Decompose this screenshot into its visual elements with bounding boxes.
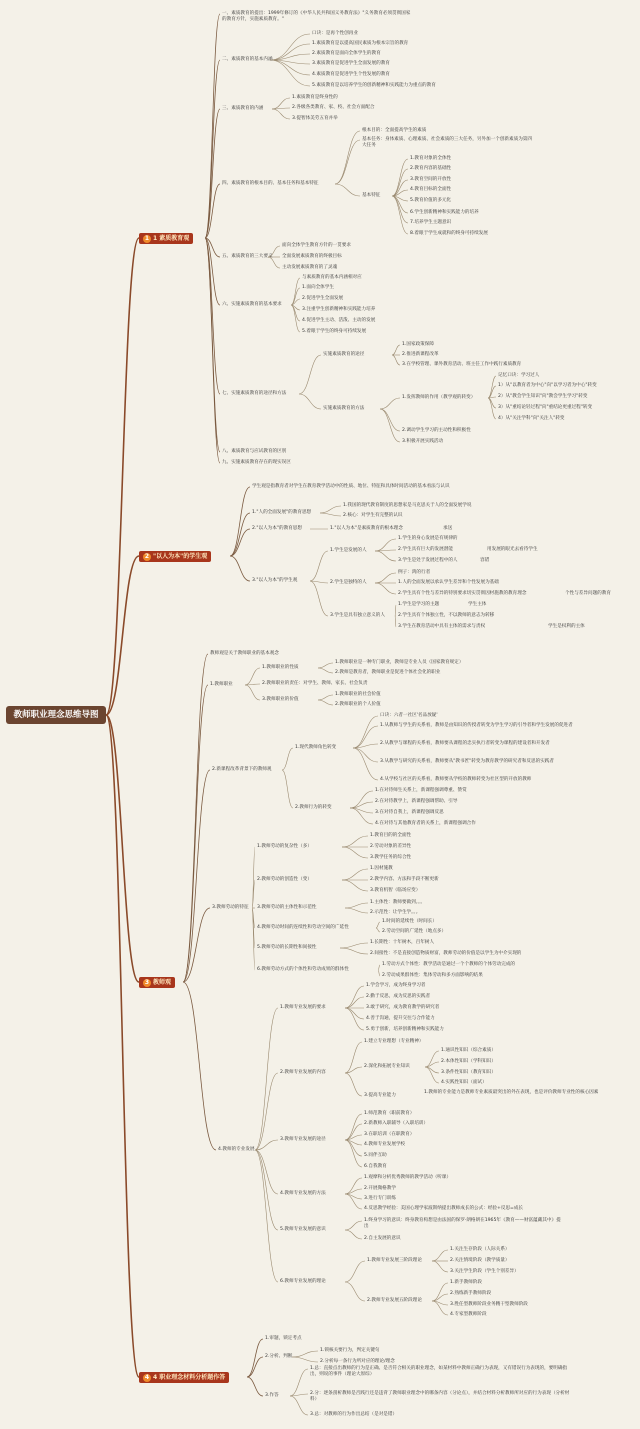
number-badge-icon: 4 bbox=[144, 1373, 150, 1381]
connector-line bbox=[353, 748, 378, 780]
connector-line bbox=[345, 1282, 365, 1301]
connector-line bbox=[335, 131, 360, 184]
map-node-b1-s7-b3[interactable]: 3.积极开展实践活动 bbox=[402, 439, 444, 444]
connector-line bbox=[392, 345, 400, 355]
branch-4-node[interactable] bbox=[139, 1372, 229, 1383]
connector-line bbox=[272, 109, 290, 119]
connector-line bbox=[245, 685, 260, 700]
map-node-b3-s4-c-items-1[interactable]: 2.新教师入职辅导（入职培训） bbox=[364, 1121, 429, 1126]
map-node-b3-s2-a-items-1[interactable]: 1.从教师与学生的关系看，教师是由知识的传授者转变为学生学习的引导者和学生发展的促进者 bbox=[380, 723, 573, 728]
map-node-b3-s2-b[interactable]: 2.教师行为的转变 bbox=[295, 805, 332, 810]
connector-line bbox=[376, 922, 380, 928]
map-node-b3-s2-a-items-2[interactable]: 2.从教学与课程的关系看，教师要从课程的忠实执行者转变为课程的建设者和开发者 bbox=[380, 741, 550, 746]
map-node-b3-s4-c-items-3[interactable]: 4.教师专业发展学校 bbox=[364, 1142, 406, 1147]
map-node-b1-s9[interactable]: 九、实施素质教育存在的现实误区 bbox=[222, 460, 291, 465]
map-node-b2-s3-2-items-1[interactable]: 1.人的全面发展以承认学生差异和个性发展为基础 bbox=[398, 580, 499, 585]
map-node-b2-s1-items-1[interactable]: 2.核心：对学生有完整的认识 bbox=[343, 513, 403, 518]
connector-line bbox=[255, 1150, 278, 1194]
connector-line bbox=[318, 695, 333, 700]
map-node-b3-s4-d-items-2[interactable]: 3.进行专门训练 bbox=[364, 1196, 396, 1201]
map-node-b3-s3-b-items-2[interactable]: 3.教育机智（临场应变） bbox=[370, 888, 421, 893]
connector-line bbox=[345, 1221, 362, 1230]
connector-line bbox=[380, 409, 400, 442]
map-node-b3-s4-f2-items-3[interactable]: 4.专家型教师阶段 bbox=[450, 1312, 487, 1317]
map-node-b1-s6-items-4[interactable]: 4.促进学生主动、活泼、主动的发展 bbox=[302, 318, 376, 323]
map-node-b3-s3-a-items-0[interactable]: 1.教育目的的全面性 bbox=[370, 833, 412, 838]
map-node-b3-s4-c-items-4[interactable]: 5.同伴互助 bbox=[364, 1153, 387, 1158]
connector-line bbox=[342, 880, 368, 891]
connector-line bbox=[342, 836, 368, 847]
map-node-b4-s3-items-0[interactable]: 1.总：直接点出教师的行为是正确、是否符合相关的职业理念，如某材料中教师正确行为表现，又有错误行为表现的，要明确指出，则说的事件（理论大原综） bbox=[310, 1366, 568, 1377]
connector-line bbox=[335, 184, 360, 196]
map-node-b3-s2-a-items-3[interactable]: 3.从教学与研究的关系看，教师要从"教书匠"转变为教育教学的研究者和反思的实践者 bbox=[380, 759, 554, 764]
map-node-b1-s3[interactable]: 三、素质教育的内涵 bbox=[222, 106, 264, 111]
map-node-b1-s4-c[interactable]: 基本特征 bbox=[362, 193, 381, 198]
map-node-b3-s4-b[interactable]: 2.教师专业发展的内容 bbox=[280, 1070, 326, 1075]
map-node-b3-s3-b-items-1[interactable]: 2.教学内容、方法和手段不断更新 bbox=[370, 877, 439, 882]
map-node-b3-s4-a-items-4[interactable]: 5.勇于创新，培养创新精神和实践能力 bbox=[366, 1027, 444, 1032]
branch-1-node[interactable] bbox=[139, 233, 193, 244]
connector-line bbox=[205, 14, 220, 238]
connector-line bbox=[375, 583, 396, 594]
connector-line bbox=[270, 44, 310, 60]
map-node-b3-s4-c[interactable]: 3.教师专业发展的途径 bbox=[280, 1137, 326, 1142]
map-node-b3-s1-a-items-1[interactable]: 2.教师是教育者，教师职业是促进个体社会化的职业 bbox=[335, 670, 441, 675]
map-node-b3-s4-e-items-0[interactable]: 1.终身学习的意识：终身教育构想是由法国的保罗·朗格朗在1965年《教育——财富蕴藏其中》提出 bbox=[364, 1218, 561, 1229]
map-node-b2-s3-3-items-0[interactable]: 1.学生是学习的主题 bbox=[398, 602, 440, 607]
map-node-b3-s1-c-items-0[interactable]: 1.教师职业的社会价值 bbox=[335, 692, 381, 697]
map-node-b2-s3-2[interactable]: 2.学生是独特的人 bbox=[330, 580, 367, 585]
map-node-b3-s4-a-items-2[interactable]: 3.敢于研究，成为教育教学的研究者 bbox=[366, 1005, 440, 1010]
map-node-b1-s6-items-3[interactable]: 3.注重学生创新精神和实践能力培养 bbox=[302, 307, 376, 312]
map-node-b2-s3-3-notes-1[interactable]: 学生是权利的主体 bbox=[548, 624, 585, 629]
map-node-b1-s7[interactable]: 七、实施素质教育的途径和方法 bbox=[222, 391, 287, 396]
map-node-b1-s6-items-5[interactable]: 5.着眼于学生的终身可持续发展 bbox=[302, 329, 367, 334]
map-node-b1-s4-c-items-4[interactable]: 5.教育价值的多元化 bbox=[410, 198, 452, 203]
map-node-b3-s2[interactable]: 2.新课程改革背景下的教师观 bbox=[212, 767, 272, 772]
map-node-b1-s7-a-items-1[interactable]: 2.推进新课程改革 bbox=[402, 352, 439, 357]
connector-line bbox=[345, 1230, 362, 1239]
map-node-b1-s7-b1-items-1[interactable]: 1）从"以教育者为中心"向"以学习者为中心"转变 bbox=[498, 383, 597, 388]
map-node-b4-s3-items-1[interactable]: 2.分：逐条剖析教师是否践行还是违背了教师职业理念中的哪条内容（分论点），并结合材料分析教师所对应的行为表现（分析材料） bbox=[310, 1391, 570, 1402]
map-node-b1-s4-b[interactable]: 基本任务：身体素质、心理素质、社会素质的三大任务，另外加一个创新素质为第四大任务 bbox=[362, 137, 532, 148]
map-node-b1-s4-c-items-7[interactable]: 8.着眼于学生成就和的终身可持续发展 bbox=[410, 231, 488, 236]
map-node-b1-s4-c-items-6[interactable]: 7.培养学生主题意识 bbox=[410, 220, 452, 225]
map-node-b4-s2-items-0[interactable]: 1.锁核关要行为，判定关键句 bbox=[320, 1348, 380, 1353]
map-node-b3-s3-e-items-0[interactable]: 1.长期性：十年树木，百年树人 bbox=[370, 940, 435, 945]
map-node-b3-s3-e[interactable]: 5.教师劳动的长期性和间接性 bbox=[257, 945, 317, 950]
map-node-b1-s3-items-2[interactable]: 3.提智体美劳五育并举 bbox=[292, 116, 338, 121]
connector-line bbox=[245, 668, 260, 685]
map-node-b3-s2-b-items-1[interactable]: 2.在对待教学上，新课程强调帮助、引导 bbox=[375, 799, 458, 804]
map-node-b3-s4-a-items-1[interactable]: 2.勤于反思，成为反思的实践者 bbox=[366, 994, 431, 999]
connector-line bbox=[392, 169, 408, 196]
map-node-b1-s7-b[interactable]: 实施素质教育的方法 bbox=[323, 406, 365, 411]
map-node-b1-s4[interactable]: 四、素质教育的根本目的、基本任务和基本特征 bbox=[222, 181, 319, 186]
connector-line bbox=[291, 278, 300, 305]
connector-line bbox=[345, 1042, 362, 1073]
map-node-b2-s3-1-notes-0[interactable]: 用发展的眼光去看待学生 bbox=[487, 547, 538, 552]
connector-line bbox=[299, 355, 321, 394]
map-node-b3-s3-a-items-2[interactable]: 3.教学任务的综合性 bbox=[370, 855, 412, 860]
map-node-b3-s3-d[interactable]: 4.教师劳动时间的连续性和劳动空间的广延性 bbox=[257, 925, 349, 930]
branch-2-node[interactable] bbox=[139, 551, 211, 562]
map-node-b2-s3-2-note[interactable]: 个性与差异问题的教育 bbox=[565, 591, 611, 596]
connector-line bbox=[392, 196, 408, 234]
map-node-b3-s4-b2-items-1[interactable]: 2.本体性知识（学科知识） bbox=[441, 1059, 496, 1064]
connector-line bbox=[375, 551, 396, 561]
map-node-b1-s7-a-items-0[interactable]: 1.国家政策保障 bbox=[402, 342, 434, 347]
map-node-b1-s5[interactable]: 五、素质教育的三大要义 bbox=[222, 254, 273, 259]
map-node-b4-s3-items-2[interactable]: 3.总：对教师的行为作出总结（是对是错） bbox=[310, 1412, 398, 1417]
map-node-b2-s1-items-0[interactable]: 1.我国的现代教育制度的思想家是马克思关于人的全面发展学说 bbox=[343, 503, 472, 508]
connector-line bbox=[291, 305, 300, 332]
connector-line bbox=[320, 506, 341, 513]
map-node-b3-s4-f1-items-2[interactable]: 3.关注学生阶段（学生个别差异） bbox=[450, 1269, 519, 1274]
map-node-b4-s3[interactable]: 3.作答 bbox=[265, 1393, 279, 1398]
map-node-b3-s4-d-items-1[interactable]: 2.开展微格教学 bbox=[364, 1186, 396, 1191]
map-node-b3-s1-c[interactable]: 3.教师职业的价值 bbox=[262, 697, 299, 702]
connector-line bbox=[318, 663, 333, 668]
connector-line bbox=[392, 355, 400, 365]
connector-line bbox=[342, 847, 368, 858]
map-node-b3-s0[interactable]: 教师观是关于教师职业的基本观念 bbox=[210, 651, 279, 656]
map-node-b2-s3[interactable]: 3."以人为本"的学生观 bbox=[252, 578, 298, 583]
map-node-b1-s4-c-items-5[interactable]: 6.学生创新精神和实践能力的培养 bbox=[410, 210, 479, 215]
map-node-b3-s4-b3[interactable]: 3.提高专业能力 bbox=[364, 1093, 396, 1098]
connector-line bbox=[376, 928, 380, 932]
connector-line bbox=[310, 551, 328, 581]
map-node-b2-s3-1-items-1[interactable]: 2.学生具有巨大的发展潜能 bbox=[398, 547, 453, 552]
map-node-b2-s3-3-items-1[interactable]: 2.学生具有个体独立性，不以教师的意志为转移 bbox=[398, 613, 495, 618]
map-node-b1-s4-c-items-3[interactable]: 4.教育目标的全面性 bbox=[410, 187, 452, 192]
connector-line bbox=[378, 970, 380, 976]
number-badge-icon: 1 bbox=[144, 234, 150, 242]
connector-line bbox=[425, 1067, 439, 1083]
connector-line bbox=[345, 908, 368, 913]
connector-line bbox=[205, 238, 220, 394]
connector-line bbox=[230, 556, 250, 581]
map-node-b3-s2-b-items-2[interactable]: 3.在对待自我上，新课程强调反思 bbox=[375, 810, 444, 815]
branch-3-node[interactable] bbox=[139, 977, 175, 988]
map-node-b3-s4-a-items-3[interactable]: 4.善于沟通，提升交往与合作能力 bbox=[366, 1016, 435, 1021]
connector-line bbox=[392, 196, 408, 223]
connector-line bbox=[345, 1008, 364, 1019]
connector-line bbox=[395, 605, 396, 616]
connector-line bbox=[345, 1140, 362, 1167]
map-node-b3-s3-c-items-1[interactable]: 2.示范性：让学生学。。。 bbox=[370, 910, 421, 915]
connector-line bbox=[340, 943, 368, 948]
connector-line bbox=[272, 98, 290, 109]
connector-line bbox=[345, 1261, 365, 1282]
map-node-b3-s4-b2-items-2[interactable]: 3.条件性知识（教育知识） bbox=[441, 1070, 496, 1075]
map-node-b2-s2[interactable]: 2."以人为本"的教育思想 bbox=[252, 526, 302, 531]
map-node-b1-s2-items-4[interactable]: 4.素质教育是促进学生个性发展的教育 bbox=[312, 72, 390, 77]
map-node-b3-s4-f2-items-2[interactable]: 3.胜任型教师阶段业务精干型教师阶段 bbox=[450, 1302, 528, 1307]
connector-line bbox=[310, 581, 328, 616]
map-node-b2-s3-1-items-2[interactable]: 3.学生是处于发展过程中的人 bbox=[398, 558, 458, 563]
connector-line bbox=[375, 573, 396, 583]
map-node-b3-s2-b-items-3[interactable]: 4.在对待与其他教育者的关系上，新课程强调合作 bbox=[375, 821, 476, 826]
connector-line bbox=[106, 238, 139, 715]
connector-line bbox=[292, 1357, 318, 1362]
connector-line bbox=[353, 716, 378, 748]
connector-line bbox=[320, 513, 341, 516]
map-node-b1-s7-a[interactable]: 实施素质教育的途径 bbox=[323, 352, 365, 357]
connector-line bbox=[270, 34, 310, 60]
map-node-b1-s4-c-items-2[interactable]: 3.教育空间的开放性 bbox=[410, 177, 452, 182]
map-node-b3-s4-d-items-3[interactable]: 4.反思教学经验：美国心理学家波斯纳提出教师成长的公式：经验+反思=成长 bbox=[364, 1206, 524, 1211]
map-node-b3-s3-d-items-0[interactable]: 1.时间的延续性（时间长） bbox=[382, 919, 437, 924]
connector-line bbox=[335, 140, 360, 184]
map-node-b3-s3-f[interactable]: 6.教师劳动方式的个体性和劳动成果的群体性 bbox=[257, 967, 349, 972]
connector-line bbox=[342, 869, 368, 880]
map-node-b1-s3-items-0[interactable]: 1.素质教育是终身性的 bbox=[292, 95, 338, 100]
map-node-b1-s7-b2[interactable]: 2.调动学生学习的主动性和积极性 bbox=[402, 428, 471, 433]
map-node-b2-s0[interactable]: 学生观是指教育者对学生在教育教学活动中的性质、地位、特征和具体时间活动的基本看法与认识 bbox=[252, 484, 450, 489]
connector-line bbox=[340, 948, 368, 954]
map-node-b3-s4-d-items-0[interactable]: 1.观摩和分析优秀教师的教学活动（听课） bbox=[364, 1175, 452, 1180]
map-node-b1-s2-items-3[interactable]: 3.素质教育是促进学生全面发展的教育 bbox=[312, 61, 390, 66]
map-node-b2-s3-3-items-2[interactable]: 3.学生在教育活动中具有主体的需求与责权 bbox=[398, 624, 486, 629]
connector-line bbox=[350, 791, 373, 808]
map-node-b3-s3-c[interactable]: 3.教师劳动的主体性和示范性 bbox=[257, 905, 317, 910]
connector-line bbox=[230, 487, 250, 556]
map-node-b3-s4-e[interactable]: 5.教师专业发展的意识 bbox=[280, 1227, 326, 1232]
connector-line bbox=[299, 394, 321, 409]
connector-line bbox=[247, 1377, 263, 1396]
map-node-b3-s3-c-items-0[interactable]: 1.主体性：教师要做到。。。 bbox=[370, 900, 425, 905]
map-node-b1-s4-a[interactable]: 根本目的：全面提高学生的素质 bbox=[362, 128, 427, 133]
connector-line bbox=[292, 1351, 318, 1357]
map-node-b2-s3-2-items-0[interactable]: 例子：鸿的行者 bbox=[398, 570, 431, 575]
connector-line bbox=[290, 1369, 308, 1396]
connector-line bbox=[432, 1283, 448, 1301]
map-node-b3-s4-b3-note[interactable]: 1.教师的专业能力是教师专业素质最突出的外在表现，也是评价教师专业性的核心因素 bbox=[424, 1090, 599, 1095]
map-node-b3-s4-f1-items-1[interactable]: 2.关注情境阶段（教学质量） bbox=[450, 1258, 510, 1263]
map-node-b3-s4-f2-items-0[interactable]: 1.新手教师阶段 bbox=[450, 1280, 482, 1285]
map-node-b1-s7-b1[interactable]: 1.发挥教师的作用（教学观的转变） bbox=[402, 395, 476, 400]
connector-line bbox=[345, 1114, 362, 1140]
connector-line bbox=[345, 1008, 364, 1030]
map-node-b3-s1-c-items-1[interactable]: 2.教师职业的个人价值 bbox=[335, 702, 381, 707]
map-node-b3-s4-f[interactable]: 6.教师专业发展的理论 bbox=[280, 1279, 326, 1284]
map-node-b1-s6[interactable]: 六、实施素质教育的基本要求 bbox=[222, 302, 282, 307]
connector-line bbox=[106, 556, 139, 715]
map-node-b3-s4-e-items-1[interactable]: 2.自主发展的意识 bbox=[364, 1236, 401, 1241]
connector-line bbox=[432, 1261, 448, 1272]
map-node-b1-s5-items-1[interactable]: 全面发展素质教育的终极目标 bbox=[282, 254, 342, 259]
map-node-b4-s2[interactable]: 2.分析、判断 bbox=[265, 1354, 293, 1359]
map-node-b3-s4-c-items-0[interactable]: 1.师范教育（职前教育） bbox=[364, 1111, 415, 1116]
connector-line bbox=[183, 982, 216, 1150]
map-node-b3-s4-b2-items-0[interactable]: 1.通识性知识（综合素质） bbox=[441, 1048, 496, 1053]
connector-line bbox=[380, 409, 400, 431]
map-node-b1-s6-items-0[interactable]: 与素质教育的基本内涵相对应 bbox=[302, 275, 362, 280]
connector-line bbox=[345, 903, 368, 908]
map-node-b1-s4-c-items-1[interactable]: 2.教育内容的基础性 bbox=[410, 166, 452, 171]
map-node-b3-s3-b[interactable]: 2.教师劳动的创造性（变） bbox=[257, 877, 312, 882]
map-node-b2-s3-1-notes-1[interactable]: 容错 bbox=[480, 558, 490, 563]
map-node-b1-s7-b1-items-4[interactable]: 4）从"关注学科"向"关注人"转变 bbox=[498, 416, 565, 421]
connector-line bbox=[488, 398, 496, 408]
map-node-b3-s1-b[interactable]: 2.教师职业的责任：对学生、教师、家长、社会负责 bbox=[262, 681, 368, 686]
map-node-b3-s4-b2-items-3[interactable]: 4.实践性知识（面试） bbox=[441, 1080, 487, 1085]
map-node-b3-s3[interactable]: 3.教师劳动的特征 bbox=[212, 905, 249, 910]
map-node-b4-s1[interactable]: 1.审题，锁定考点 bbox=[265, 1336, 302, 1341]
map-node-b2-s1[interactable]: 1."人的全面发展"的教育思想 bbox=[252, 510, 312, 515]
connector-line bbox=[488, 376, 496, 398]
map-node-b2-s3-3[interactable]: 3.学生是具有独立意义的人 bbox=[330, 613, 385, 618]
map-node-b1-s8[interactable]: 八、素质教育与应试教育的区别 bbox=[222, 449, 287, 454]
map-node-b1-s7-b1-items-0[interactable]: 记忆口诀：学习过人 bbox=[498, 373, 540, 378]
map-node-b1-s6-items-2[interactable]: 2.促进学生全面发展 bbox=[302, 296, 344, 301]
connector-line bbox=[380, 398, 400, 409]
connector-line bbox=[183, 654, 208, 982]
map-node-b3-s2-a-items-4[interactable]: 4.从学校与社区的关系看，教师要从学校的教师转变为社区型的开放的教师 bbox=[380, 777, 532, 782]
branch-3-label: 教师观 bbox=[153, 979, 172, 986]
connector-line bbox=[282, 748, 293, 770]
number-badge-icon: 2 bbox=[144, 552, 150, 560]
connector-line bbox=[183, 685, 208, 982]
map-node-b3-s4-b1[interactable]: 1.建立专业理想（专业精神） bbox=[364, 1039, 424, 1044]
connector-line bbox=[395, 616, 396, 627]
map-node-b3-s4-f2-items-1[interactable]: 2.熟练新手教师阶段 bbox=[450, 1291, 492, 1296]
map-node-b1-s5-items-2[interactable]: 主动发展素质教育的了灵魂 bbox=[282, 265, 338, 270]
connector-line bbox=[318, 668, 333, 673]
map-node-b1-s5-items-0[interactable]: 面向全体学生教育方针的一贯要求 bbox=[282, 243, 351, 248]
map-node-b3-s4-a-items-0[interactable]: 1.学会学习，成为终身学习者 bbox=[366, 983, 426, 988]
connector-line bbox=[247, 1357, 263, 1377]
connector-line bbox=[353, 748, 378, 762]
map-node-b2-s3-1-items-0[interactable]: 1.学生的身心发展是有规律的 bbox=[398, 536, 458, 541]
map-node-b3-s2-a[interactable]: 1.现代教师角色转变 bbox=[295, 745, 337, 750]
map-node-b3-s2-b-items-0[interactable]: 1.在对待师生关系上，新课程强调尊重、赞赏 bbox=[375, 788, 467, 793]
map-node-b2-s3-3-notes-0[interactable]: 学生主体 bbox=[468, 602, 487, 607]
map-node-b3-s1[interactable]: 1.教师职业 bbox=[210, 682, 233, 687]
map-node-b3-s4-c-items-5[interactable]: 6.自我教育 bbox=[364, 1164, 387, 1169]
connector-line bbox=[106, 715, 139, 1377]
map-node-b3-s2-a-items-0[interactable]: 口诀：六者一社区'名品放疑' bbox=[380, 713, 438, 718]
map-node-b3-s4-f1[interactable]: 1.教师专业发展三阶段理论 bbox=[367, 1258, 422, 1263]
branch-2-label: "以人为本"的学生观 bbox=[153, 553, 208, 560]
connector-line bbox=[345, 1073, 362, 1096]
map-node-b4-s2-items-1[interactable]: 2.分析每一条行为所对应的理论/理念 bbox=[320, 1359, 395, 1364]
map-node-b3-s1-a-items-0[interactable]: 1.教师职业是一种专门职业，教师是专业人员（国家教育规定） bbox=[335, 660, 464, 665]
map-node-b1-s3-items-1[interactable]: 2.各级各类教育、家、校、社会方面配合 bbox=[292, 105, 375, 110]
map-node-b3-s3-a[interactable]: 1.教师劳动的复杂性（多） bbox=[257, 844, 312, 849]
map-node-b2-s2-b[interactable]: 承送 bbox=[443, 526, 453, 531]
map-node-b3-s4-c-items-2[interactable]: 3.在职培训（在职教育） bbox=[364, 1132, 415, 1137]
map-node-b1-s4-c-items-0[interactable]: 1.教育对象的全体性 bbox=[410, 156, 452, 161]
map-node-b3-s4-a[interactable]: 1.教师专业发展的要求 bbox=[280, 1005, 326, 1010]
map-node-b3-s1-a[interactable]: 1.教师职业的性质 bbox=[262, 665, 299, 670]
connector-line bbox=[282, 770, 293, 808]
map-node-b1-s6-items-1[interactable]: 1.面向全体学生 bbox=[302, 285, 334, 290]
map-node-b1-s1[interactable]: 一、素质教育的提出：1999年修订的《中华人民共和国义务教育法》"义务教育必须贯彻国家的教育方针，实施素质教育。" bbox=[222, 11, 411, 22]
connector-line bbox=[345, 986, 364, 1008]
connector-line bbox=[353, 726, 378, 748]
map-node-b3-s4-d[interactable]: 4.教师专业发展的方法 bbox=[280, 1191, 326, 1196]
map-node-b1-s2-items-0[interactable]: 口诀：是再个性创再业 bbox=[312, 31, 358, 36]
map-node-b3-s4-b2[interactable]: 2.深化和拓展专业知识 bbox=[364, 1064, 410, 1069]
connector-line bbox=[375, 539, 396, 551]
number-badge-icon: 3 bbox=[144, 978, 150, 986]
map-node-b3-s3-f-items-0[interactable]: 1.劳动方式个体性：教学活动是通过一个个教师的个体劳动完成的 bbox=[382, 962, 516, 967]
map-node-b2-s3-2-items-2[interactable]: 2.学生具有个性与差异的特别要求切实贯彻因材施教的教育理念 bbox=[398, 591, 527, 596]
branch-4-label: 4 职业理念材料分析题作答 bbox=[153, 1374, 226, 1381]
map-node-b3-s4-f2[interactable]: 2.教师专业发展五阶段理论 bbox=[367, 1298, 422, 1303]
map-node-b1-s7-a-items-2[interactable]: 3.在学校管理、课外教育活动、班主任工作中践行素质教育 bbox=[402, 362, 522, 367]
connector-line bbox=[345, 997, 364, 1008]
connector-line bbox=[255, 1073, 278, 1150]
connector-line bbox=[255, 1150, 278, 1282]
map-node-b3-s4[interactable]: 4.教师的专业发展 bbox=[218, 1147, 255, 1152]
map-node-b1-s2-items-5[interactable]: 5.素质教育是以培养学生的创新精神和实践能力为重点的教育 bbox=[312, 83, 436, 88]
map-node-b3-s4-f1-items-0[interactable]: 1.关注生存阶段（人际关系） bbox=[450, 1247, 510, 1252]
connector-line bbox=[488, 398, 496, 419]
connector-line bbox=[432, 1250, 448, 1261]
map-node-b1-s2[interactable]: 二、素质教育的基本内涵 bbox=[222, 57, 273, 62]
root-node[interactable]: 教师职业理念思维导图 bbox=[6, 706, 106, 724]
map-node-b2-s3-1[interactable]: 1.学生是发展的人 bbox=[330, 548, 367, 553]
map-node-b1-s7-b1-items-3[interactable]: 3）从"重结论轻过程"向"重结论更重过程"转变 bbox=[498, 405, 593, 410]
connector-line bbox=[290, 1396, 308, 1415]
branch-1-label: 1 素质教育观 bbox=[153, 235, 190, 242]
map-node-b1-s2-items-2[interactable]: 2.素质教育是面向全体学生的教育 bbox=[312, 51, 381, 56]
map-node-b3-s3-a-items-1[interactable]: 2.劳动对象的差异性 bbox=[370, 844, 412, 849]
map-node-b3-s3-b-items-0[interactable]: 1.因材施教 bbox=[370, 866, 393, 871]
connector-line bbox=[255, 1008, 278, 1150]
map-node-b1-s7-b1-items-2[interactable]: 2）从"教会学生知识"向"教会学生学习"转变 bbox=[498, 394, 588, 399]
map-node-b3-s3-e-items-1[interactable]: 2.间接性：不是直接创造物质财富，教师劳动的价值是以学生为中介实现的 bbox=[370, 951, 522, 956]
connector-line bbox=[106, 715, 139, 982]
map-node-b3-s3-f-items-1[interactable]: 2.劳动成果群体性：集体劳动和多方面影响的结果 bbox=[382, 973, 483, 978]
connector-line bbox=[378, 965, 380, 970]
map-node-b2-s2-a[interactable]: 1."以人为本"是素质教育的根本理念 bbox=[330, 526, 403, 531]
map-node-b1-s2-items-1[interactable]: 1.素质教育是以提高国民素质为根本宗旨的教育 bbox=[312, 41, 409, 46]
connector-line bbox=[318, 700, 333, 705]
map-node-b3-s3-d-items-1[interactable]: 2.劳动空间的广延性（地点多） bbox=[382, 929, 447, 934]
